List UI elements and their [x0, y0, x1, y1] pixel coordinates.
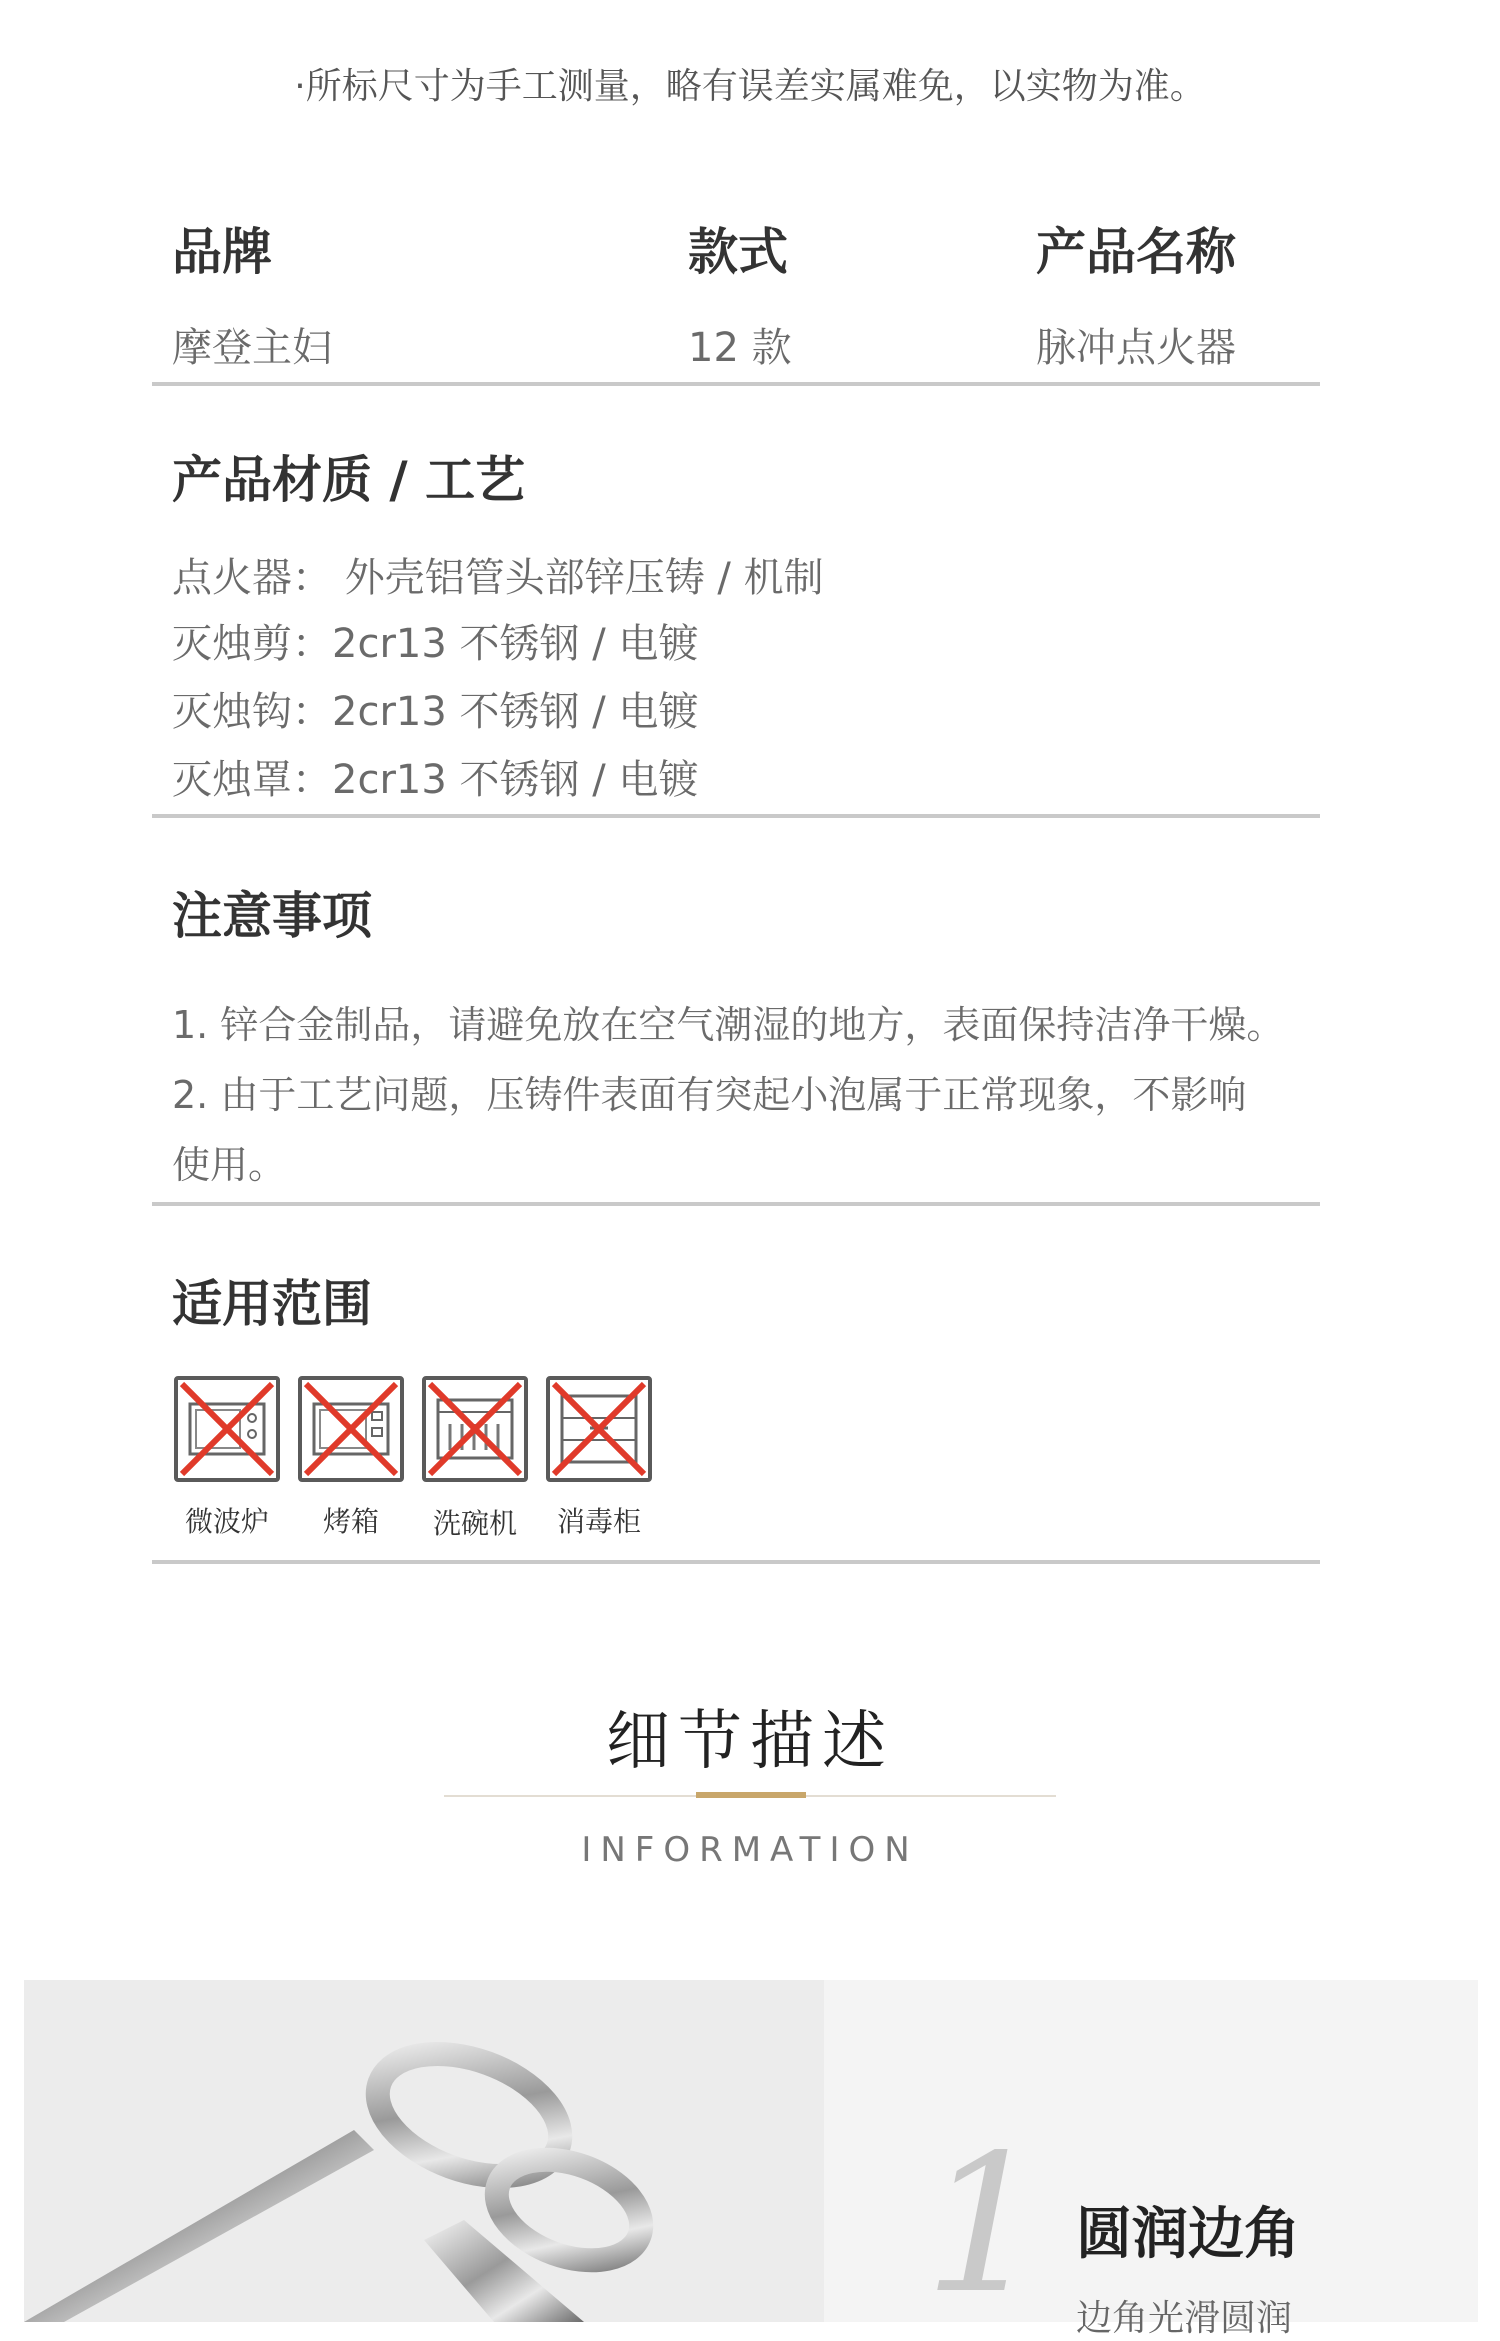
material-line: 灭烛罩：2cr13 不锈钢 / 电镀 [172, 757, 699, 803]
scope-label: 消毒柜 [556, 1505, 641, 1538]
detail-subtitle: INFORMATION [581, 1830, 919, 1870]
notice-item-cont: 使用。 [172, 1143, 287, 1187]
candle-scissors-image [24, 1980, 824, 2322]
notice-title: 注意事项 [172, 887, 372, 945]
feature-number: 1 [924, 2114, 1045, 2335]
microwave-prohibited-icon [174, 1376, 280, 1482]
scope-title: 适用范围 [172, 1275, 372, 1333]
style-label: 款式 [688, 223, 788, 281]
accent-bar [696, 1792, 806, 1798]
feature-desc: 边角光滑圆润 [1076, 2298, 1293, 2339]
measurement-note: ·所标尺寸为手工测量，略有误差实属难免，以实物为准。 [294, 66, 1206, 107]
divider [152, 814, 1320, 818]
divider [152, 1560, 1320, 1564]
material-title: 产品材质 / 工艺 [172, 451, 526, 509]
brand-label: 品牌 [172, 223, 272, 281]
feature-banner [24, 1980, 1478, 2339]
sterilizer-prohibited-icon [546, 1376, 652, 1482]
scope-label: 洗碗机 [432, 1507, 517, 1540]
oven-prohibited-icon [298, 1376, 404, 1482]
product-name-label: 产品名称 [1036, 223, 1236, 281]
feature-title: 圆润边角 [1076, 2202, 1300, 2267]
product-name-value: 脉冲点火器 [1036, 325, 1236, 371]
dishwasher-prohibited-icon [422, 1376, 528, 1482]
detail-title: 细节描述 [606, 1705, 894, 1779]
brand-value: 摩登主妇 [172, 325, 332, 371]
scope-label: 烤箱 [322, 1505, 379, 1538]
style-value: 12 款 [688, 325, 792, 371]
material-line: 灭烛钩：2cr13 不锈钢 / 电镀 [172, 689, 699, 735]
product-image [24, 1980, 824, 2322]
scope-label: 微波炉 [184, 1505, 269, 1538]
notice-item: 1. 锌合金制品，请避免放在空气潮湿的地方，表面保持洁净干燥。 [172, 1003, 1285, 1047]
divider [152, 1202, 1320, 1206]
divider [152, 382, 1320, 386]
material-line: 灭烛剪：2cr13 不锈钢 / 电镀 [172, 621, 699, 667]
material-line: 点火器： 外壳铝管头部锌压铸 / 机制 [172, 555, 824, 601]
notice-item: 2. 由于工艺问题，压铸件表面有突起小泡属于正常现象，不影响 [172, 1073, 1247, 1117]
